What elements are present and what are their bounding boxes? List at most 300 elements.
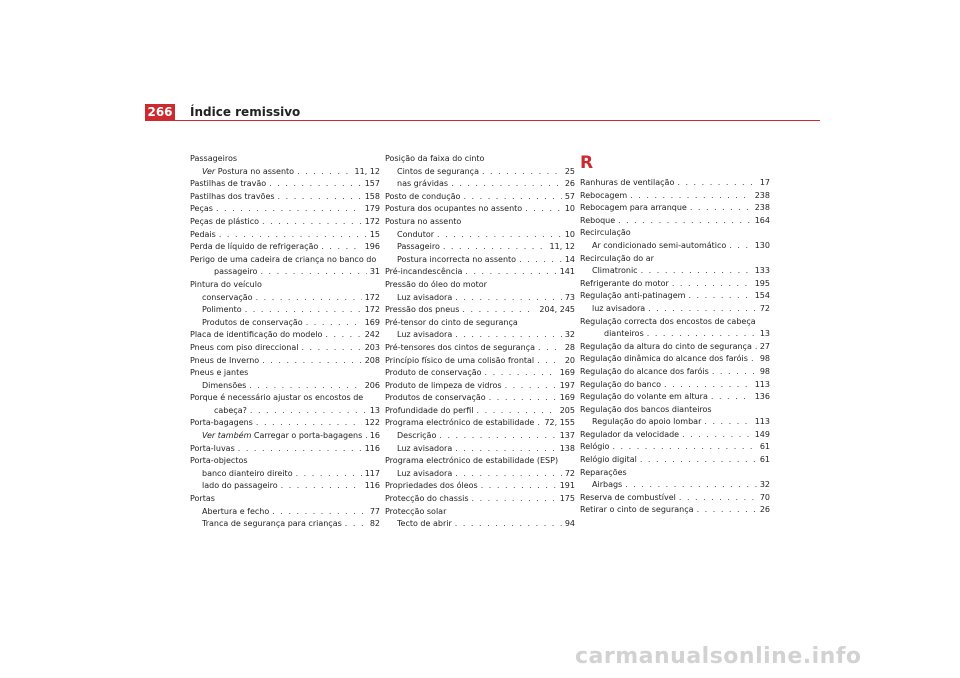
entry-label — [580, 467, 627, 480]
entry-label — [190, 493, 215, 506]
entry-text: Regulação do banco — [580, 379, 661, 389]
entry-text: Refrigerante do motor — [580, 278, 669, 288]
entry-label — [385, 506, 446, 519]
page-reference: 72 — [564, 468, 575, 478]
page-number: 266 — [145, 104, 175, 120]
index-subentry — [385, 241, 575, 254]
dot-leader — [704, 416, 751, 429]
index-subentry — [190, 292, 380, 305]
index-entry — [580, 391, 770, 404]
index-entry — [580, 177, 770, 190]
entry-text: Programa electrónico de estabilidade (ESP) — [385, 456, 559, 466]
entry-text: Produto de limpeza de vidros — [385, 380, 502, 390]
entry-label — [604, 328, 644, 341]
entry-label — [385, 304, 459, 317]
section-letter: R — [580, 153, 594, 173]
dot-leader — [219, 229, 367, 242]
page-title: Índice remissivo — [190, 105, 301, 119]
index-entry — [385, 367, 575, 380]
page-reference: 32 — [564, 330, 575, 340]
entry-text: Profundidade do perfil — [385, 405, 474, 415]
entry-text: Ar condicionado semi-automático — [592, 240, 727, 250]
page-reference: 141 — [559, 267, 575, 277]
entry-label — [202, 380, 246, 393]
entry-label — [202, 480, 278, 493]
entry-text: Regulador da velocidade — [580, 429, 680, 439]
entry-label — [385, 367, 482, 380]
entry-label — [190, 254, 376, 267]
entry-text: Pastilhas dos travões — [190, 191, 275, 201]
index-entry — [190, 367, 380, 380]
index-entry — [385, 392, 575, 405]
entry-label — [202, 506, 269, 519]
index-subentry — [580, 303, 770, 316]
entry-label — [190, 203, 213, 216]
index-entry — [190, 254, 380, 267]
entry-label — [385, 342, 535, 355]
dot-leader — [697, 504, 757, 517]
index-entry — [385, 355, 575, 368]
index-entry — [190, 203, 380, 216]
entry-text: Pré-tensores dos cintos de segurança — [385, 342, 536, 352]
entry-text: Regulação da altura do cinto de segurança — [580, 341, 752, 351]
entry-text: Posição da faixa do cinto — [385, 154, 485, 163]
entry-text: Portas — [190, 494, 215, 504]
entry-label — [385, 317, 518, 330]
dot-leader — [238, 443, 362, 456]
page-reference: 164 — [754, 215, 770, 225]
page-reference: 116 — [364, 481, 380, 491]
entry-text: Luz avisadora — [397, 292, 453, 302]
dot-leader — [250, 405, 367, 418]
entry-text: Peças de plástico — [190, 216, 260, 226]
dot-leader — [755, 341, 757, 354]
page-reference: 11, 12 — [549, 242, 575, 252]
index-subentry — [580, 240, 770, 253]
entry-label — [202, 430, 362, 443]
page-reference: 130 — [754, 240, 770, 250]
index-subentry — [385, 292, 575, 305]
index-entry — [385, 191, 575, 204]
page-reference: 175 — [559, 494, 575, 504]
dot-leader — [485, 367, 557, 380]
entry-text: Pneus com piso direccional — [190, 342, 299, 352]
page-reference: 113 — [754, 379, 770, 389]
page-reference: 113 — [754, 417, 770, 427]
index-entry — [580, 404, 770, 417]
entry-label — [190, 229, 216, 242]
page-reference: 26 — [564, 179, 575, 189]
index-subentry — [580, 265, 770, 278]
index-subentry — [190, 405, 380, 418]
entry-label — [385, 279, 487, 292]
index-entry — [385, 153, 575, 166]
entry-text: Porta-bagagens — [190, 418, 253, 428]
index-entry — [580, 215, 770, 228]
entry-label — [202, 304, 242, 317]
entry-text: Pré-tensor do cinto de segurança — [385, 317, 518, 327]
index-entry — [385, 455, 575, 468]
dot-leader — [682, 429, 752, 442]
entry-text: dianteiros — [604, 329, 644, 339]
dot-leader — [365, 430, 367, 443]
entry-text: Relógio digital — [580, 455, 637, 465]
dot-leader — [505, 380, 557, 393]
entry-label — [385, 480, 478, 493]
index-entry — [385, 279, 575, 292]
index-entry — [385, 216, 575, 229]
entry-label — [580, 379, 661, 392]
dot-leader — [325, 329, 361, 342]
index-subentry — [190, 506, 380, 519]
index-entry — [190, 241, 380, 254]
page-reference: 94 — [564, 519, 575, 529]
entry-text: Condutor — [397, 229, 435, 239]
index-subentry — [385, 443, 575, 456]
page-reference: 137 — [559, 431, 575, 441]
entry-label — [580, 215, 615, 228]
entry-text: Pneus de Inverno — [190, 355, 260, 365]
entry-text: Polimento — [202, 305, 242, 315]
page-reference: 172 — [364, 292, 380, 302]
entry-text: Produto de conservação — [385, 368, 482, 378]
index-entry — [580, 379, 770, 392]
index-entry — [385, 203, 575, 216]
entry-label — [592, 416, 701, 429]
entry-label — [385, 455, 558, 468]
entry-text: Carregar o porta-bagagens — [251, 431, 363, 441]
page-reference: 158 — [364, 191, 380, 201]
index-column-2 — [385, 153, 575, 531]
entry-label — [580, 190, 627, 203]
dot-leader — [751, 353, 757, 366]
page-reference: 17 — [759, 178, 770, 187]
index-column-3 — [580, 153, 770, 517]
entry-text: Perigo de uma cadeira de criança no banco do — [190, 254, 377, 264]
entry-label — [385, 392, 486, 405]
index-entry — [385, 342, 575, 355]
entry-label — [190, 455, 248, 468]
page-reference: 57 — [564, 191, 575, 201]
index-subentry — [190, 317, 380, 330]
index-subentry — [385, 166, 575, 179]
index-entry — [190, 229, 380, 242]
entry-text: Luz avisadora — [397, 468, 453, 478]
entry-text: Produtos de conservação — [202, 317, 303, 327]
entry-text: Pré-incandescência — [385, 267, 463, 277]
entry-text: Porque é necessário ajustar os encostos de — [190, 393, 364, 403]
page-reference: 31 — [369, 267, 380, 277]
entry-label — [592, 240, 726, 253]
dot-leader — [688, 290, 751, 303]
entry-label — [580, 366, 709, 379]
index-entry — [190, 342, 380, 355]
entry-text: Rebocagem para arranque — [580, 203, 687, 213]
entry-text: Ranhuras de ventilação — [580, 178, 675, 187]
entry-label — [580, 316, 756, 329]
entry-label — [397, 468, 452, 481]
page-reference: 208 — [364, 355, 380, 365]
entry-text: Regulação anti-patinagem — [580, 291, 686, 301]
index-entry — [385, 266, 575, 279]
entry-label — [202, 166, 294, 179]
entry-label — [397, 430, 436, 443]
entry-text: Propriedades dos óleos — [385, 481, 478, 491]
entry-text: passageiro — [214, 267, 258, 277]
page-reference: 169 — [559, 368, 575, 378]
page-reference: 20 — [564, 355, 575, 365]
entry-label — [397, 166, 479, 179]
see-reference: Ver — [202, 166, 216, 176]
page-reference: 77 — [369, 506, 380, 516]
dot-leader — [482, 166, 562, 179]
entry-label — [190, 342, 298, 355]
dot-leader — [272, 506, 367, 519]
page-reference: 10 — [564, 204, 575, 214]
entry-label — [385, 380, 502, 393]
entry-text: Regulação do alcance dos faróis — [580, 366, 709, 376]
entry-label — [397, 178, 448, 191]
index-entry — [385, 317, 575, 330]
page-reference: 157 — [364, 179, 380, 189]
dot-leader — [455, 518, 562, 531]
dot-leader — [262, 355, 362, 368]
entry-text: Airbags — [592, 480, 623, 490]
index-entry — [190, 329, 380, 342]
entry-label — [385, 191, 460, 204]
dot-leader — [443, 241, 547, 254]
entry-label — [580, 353, 748, 366]
dot-leader — [538, 342, 562, 355]
index-subentry — [580, 328, 770, 341]
dot-leader — [679, 492, 757, 505]
index-subentry — [190, 518, 380, 531]
entry-text: Princípio físico de uma colisão frontal — [385, 355, 535, 365]
dot-leader — [281, 480, 362, 493]
entry-text: Tranca de segurança para crianças — [202, 519, 342, 529]
entry-text: Programa electrónico de estabilidade — [385, 418, 535, 428]
index-entry — [580, 366, 770, 379]
dot-leader — [690, 202, 752, 215]
page-reference: 25 — [564, 166, 575, 176]
entry-label — [202, 292, 253, 305]
index-subentry — [580, 416, 770, 429]
page-reference: 238 — [754, 203, 770, 213]
entry-text: Regulação dinâmica do alcance dos faróis — [580, 354, 748, 364]
index-subentry — [385, 229, 575, 242]
index-entry — [580, 441, 770, 454]
dot-leader — [439, 430, 556, 443]
page-reference: 32 — [759, 480, 770, 490]
dot-leader — [256, 292, 362, 305]
dot-leader — [262, 216, 362, 229]
index-entry — [190, 216, 380, 229]
entry-label — [190, 191, 275, 204]
entry-label — [580, 391, 708, 404]
dot-leader — [729, 240, 751, 253]
entry-label — [580, 341, 752, 354]
dot-leader — [455, 329, 562, 342]
entry-label — [214, 405, 247, 418]
entry-text: Pneus e jantes — [190, 368, 249, 378]
dot-leader — [437, 229, 562, 242]
entry-text: conservação — [202, 292, 253, 302]
index-entry — [385, 380, 575, 393]
index-entry — [190, 355, 380, 368]
entry-label — [385, 355, 534, 368]
entry-text: Peças — [190, 204, 213, 214]
dot-leader — [477, 405, 557, 418]
entry-label — [202, 468, 293, 481]
entry-label — [190, 216, 259, 229]
entry-label — [580, 492, 676, 505]
page-reference: 61 — [759, 455, 770, 465]
page-reference: 195 — [754, 278, 770, 288]
page-reference: 169 — [364, 317, 380, 327]
entry-text: Protecção do chassis — [385, 494, 469, 504]
entry-label — [397, 292, 452, 305]
entry-label — [580, 441, 609, 454]
page-reference: 242 — [364, 330, 380, 340]
entry-text: Pintura do veículo — [190, 279, 262, 289]
page-reference: 15 — [369, 229, 380, 239]
page-reference: 206 — [364, 380, 380, 390]
index-subentry — [385, 178, 575, 191]
entry-text: Porta-luvas — [190, 443, 235, 453]
entry-label — [202, 317, 303, 330]
index-entry — [190, 417, 380, 430]
index-entry — [190, 392, 380, 405]
index-entry — [385, 493, 575, 506]
entry-label — [580, 278, 669, 291]
entry-label — [385, 203, 522, 216]
dot-leader — [301, 342, 361, 355]
dot-leader — [278, 191, 362, 204]
dot-leader — [455, 292, 562, 305]
entry-label — [580, 429, 679, 442]
page-reference: 197 — [559, 380, 575, 390]
entry-text: Recirculação — [580, 228, 631, 238]
index-subentry — [190, 480, 380, 493]
page-reference: 204, 245 — [539, 305, 575, 315]
page-reference: 28 — [564, 342, 575, 352]
entry-text: Passageiro — [397, 242, 440, 252]
entry-label — [190, 443, 235, 456]
index-entry — [580, 341, 770, 354]
index-entry — [580, 504, 770, 517]
index-entry — [580, 190, 770, 203]
entry-label — [190, 392, 363, 405]
page-reference: 98 — [759, 366, 770, 376]
page-reference: 13 — [369, 405, 380, 415]
page-reference: 191 — [559, 481, 575, 491]
dot-leader — [672, 278, 752, 291]
entry-text: Relógio — [580, 442, 610, 452]
entry-label — [592, 303, 645, 316]
entry-label — [397, 229, 434, 242]
page-reference: 172 — [364, 305, 380, 315]
entry-label — [385, 153, 484, 166]
entry-text: nas grávidas — [397, 179, 449, 189]
entry-text: Abertura e fecho — [202, 506, 270, 516]
dot-leader — [463, 191, 561, 204]
index-subentry — [385, 329, 575, 342]
page-reference: 122 — [364, 418, 380, 428]
page-reference: 169 — [559, 393, 575, 403]
index-entry — [580, 467, 770, 480]
dot-leader — [306, 317, 362, 330]
dot-leader — [519, 254, 562, 267]
entry-text: Luz avisadora — [397, 443, 453, 453]
page-reference: 149 — [754, 429, 770, 439]
page-reference: 11, 12 — [354, 166, 380, 176]
dot-leader — [612, 441, 756, 454]
dot-leader — [462, 304, 536, 317]
page-reference: 203 — [364, 342, 380, 352]
dot-leader — [712, 366, 757, 379]
page-reference: 98 — [759, 354, 770, 364]
entry-label — [580, 202, 687, 215]
page-reference: 196 — [364, 242, 380, 252]
page-reference: 72 — [759, 303, 770, 313]
index-entry — [580, 454, 770, 467]
entry-text: Tecto de abrir — [397, 519, 452, 529]
page-reference: 179 — [364, 204, 380, 214]
dot-leader — [260, 266, 366, 279]
entry-label — [580, 404, 712, 417]
index-entry — [580, 253, 770, 266]
page-reference: 16 — [369, 431, 380, 441]
index-entry — [580, 316, 770, 329]
entry-label — [580, 454, 637, 467]
dot-leader — [537, 417, 541, 430]
page-reference: 70 — [759, 492, 770, 502]
entry-label — [580, 290, 685, 303]
entry-text: Regulação correcta dos encostos de cabeça — [580, 316, 756, 326]
index-subentry — [190, 304, 380, 317]
entry-label — [592, 265, 638, 278]
entry-text: Pressão dos pneus — [385, 305, 460, 315]
entry-text: Descrição — [397, 431, 437, 441]
entry-label — [190, 355, 259, 368]
dot-leader — [297, 166, 351, 179]
index-entry — [385, 405, 575, 418]
entry-label — [202, 518, 342, 531]
dot-leader — [711, 391, 752, 404]
entry-label — [190, 367, 248, 380]
entry-text: Rebocagem — [580, 190, 628, 200]
index-entry — [385, 480, 575, 493]
page-reference: 10 — [564, 229, 575, 239]
dot-leader — [249, 380, 361, 393]
entry-label — [397, 254, 516, 267]
dot-leader — [664, 379, 752, 392]
entry-label — [190, 417, 253, 430]
entry-text: banco dianteiro direito — [202, 468, 293, 478]
dot-leader — [630, 190, 752, 203]
entry-text: Porta-objectos — [190, 456, 248, 466]
dot-leader — [245, 304, 362, 317]
dot-leader — [525, 203, 562, 216]
index-entry — [190, 191, 380, 204]
page-reference: 27 — [759, 341, 770, 351]
entry-text: Placa de identificação do modelo — [190, 330, 323, 340]
entry-text: Postura dos ocupantes no assento — [385, 204, 523, 214]
page-reference: 61 — [759, 442, 770, 452]
dot-leader — [451, 178, 562, 191]
page-reference: 72, 155 — [544, 418, 575, 428]
entry-text: Postura no assento — [215, 166, 295, 176]
